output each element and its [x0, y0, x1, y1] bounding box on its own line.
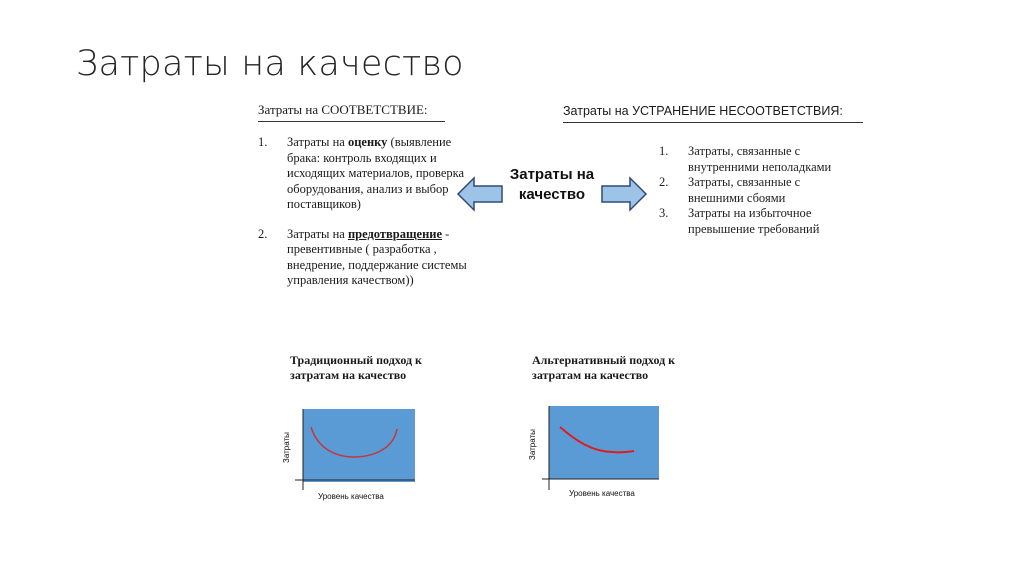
traditional-chart-title-line1: Традиционный подход к	[290, 353, 422, 367]
alternative-y-axis-label: Затраты	[528, 429, 537, 460]
list-item-number: 1.	[258, 135, 268, 149]
list-item	[258, 227, 473, 289]
list-item-number: 3.	[659, 206, 669, 220]
list-item	[659, 144, 859, 175]
left-arrow-shape	[458, 178, 502, 210]
nonconformance-costs-header: Затраты на УСТРАНЕНИЕ НЕСООТВЕТСТВИЯ:	[563, 104, 843, 118]
traditional-x-axis-label: Уровень качества	[318, 492, 384, 501]
list-item-number: 2.	[659, 175, 669, 189]
list-item-number: 2.	[258, 226, 268, 241]
traditional-chart-title	[290, 353, 422, 383]
alternative-chart-title-line2: затратам на качество	[532, 368, 649, 382]
traditional-y-axis-label: Затраты	[282, 432, 291, 463]
conformance-costs-header: Затраты на СООТВЕТСТВИЕ:	[258, 102, 428, 117]
list-item-text: (выявление брака: контроль входящих и исходящих материалов, проверка оборудования, анализ и выбор поставщиков)	[287, 135, 465, 211]
conformance-costs-list	[258, 135, 473, 303]
conformance-header-rule	[258, 121, 445, 122]
list-item	[659, 206, 859, 237]
list-item-keyword: предотвращение	[347, 226, 443, 241]
list-item-text: Затраты, связанные с внутренними неполадками	[688, 144, 832, 174]
alternative-x-axis-label: Уровень качества	[569, 489, 635, 498]
alternative-chart-title	[532, 353, 675, 383]
alternative-plot-area	[549, 406, 659, 479]
page-title: Затраты на качество	[76, 44, 464, 84]
nonconformance-header-rule	[563, 122, 863, 123]
list-item	[258, 135, 473, 213]
quality-costs-center-label: Затраты на качество	[509, 166, 595, 203]
traditional-chart-title-line2: затратам на качество	[290, 368, 407, 382]
list-item-text: Затраты на избыточное превышение требований	[688, 206, 820, 236]
list-item-prefix: Затраты на	[287, 135, 348, 149]
left-arrow-icon	[456, 176, 504, 212]
traditional-plot-area	[303, 409, 415, 482]
right-arrow-shape	[602, 178, 646, 210]
list-item-number: 1.	[659, 144, 669, 158]
alternative-chart-title-line1: Альтернативный подход к	[532, 353, 676, 367]
list-item-text: - превентивные ( разработка , внедрение, поддержание системы управления качеством))	[287, 226, 467, 287]
list-item-keyword: оценку	[347, 135, 388, 149]
nonconformance-costs-list	[659, 144, 859, 237]
list-item-text: Затраты, связанные с внешними сбоями	[688, 175, 801, 205]
list-item	[659, 175, 859, 206]
right-arrow-icon	[600, 176, 648, 212]
alternative-cost-chart	[530, 400, 670, 490]
list-item-prefix: Затраты на	[287, 226, 348, 241]
traditional-cost-chart	[280, 400, 420, 490]
